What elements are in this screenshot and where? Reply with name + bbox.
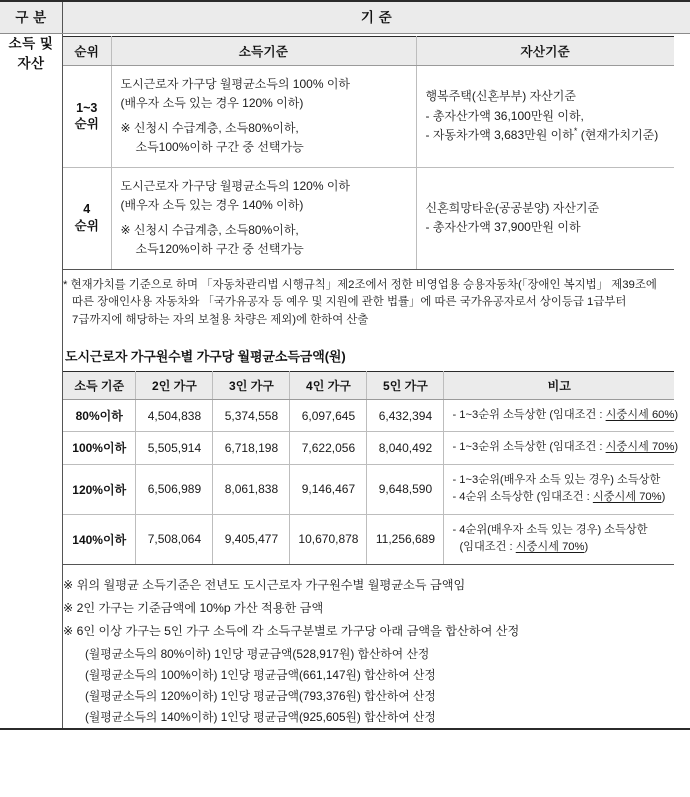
content-row — [0, 34, 690, 729]
rank-label-1-3 — [63, 66, 111, 168]
remarks-line-2 — [452, 489, 669, 506]
remarks-post: ) — [674, 408, 679, 421]
sidebar-label-line-2: 및 — [39, 36, 54, 51]
income-criteria-1-3 — [111, 66, 416, 168]
income-remarks — [444, 432, 679, 464]
criteria-col-income: 소득기준 — [111, 37, 416, 66]
footnote-line-2: 따른 장애인사용 자동차와 「국가유공자 등 예우 및 지원에 관한 법률」에 따른 국가유공자로서 상이등급 1급부터 — [72, 296, 627, 309]
sidebar-label-line-1: 소득 — [8, 36, 36, 51]
income-standard: 100%이하 — [63, 432, 136, 464]
income-col-remarks: 비고 — [444, 371, 674, 399]
remarks-post: ) — [584, 541, 589, 554]
income-hh4: 10,670,878 — [290, 514, 367, 564]
asset-line-3-main: - 자동차가액 3,683만원 이하 — [425, 128, 574, 143]
remarks-pre: - 4순위(배우자 소득 있는 경우) 소득상한 — [452, 523, 648, 536]
criteria-header-row — [63, 37, 674, 66]
income-hh5: 6,432,394 — [367, 399, 444, 431]
income-line-4: 소득120%이하 구간 중 선택가능 — [135, 242, 304, 257]
remarks-underlined: 시중시세 60% — [605, 408, 675, 421]
income-hh3: 6,718,198 — [213, 432, 290, 464]
rank-line-2: 순위 — [74, 117, 99, 132]
note-sub-140: (월평균소득의 140%이하) 1인당 평균금액(925,605원) 합산하여 산정 — [85, 709, 436, 724]
remarks-pre: - 1~3순위 소득상한 (임대조건 : — [452, 408, 606, 421]
income-hh5: 9,648,590 — [367, 464, 444, 514]
remarks-underlined: 시중시세 70% — [515, 541, 585, 554]
asset-line-2: - 총자산가액 36,100만원 이하, — [425, 108, 584, 123]
income-line-3: ※ 신청시 수급계층, 소득80%이하, — [120, 222, 299, 237]
table-row — [63, 399, 674, 431]
remarks-underlined: 시중시세 70% — [605, 441, 675, 454]
bottom-notes — [63, 574, 674, 728]
criteria-col-asset: 자산기준 — [416, 37, 674, 66]
income-line-3: ※ 신청시 수급계층, 소득80%이하, — [120, 120, 299, 135]
footnote-marker-icon: * — [573, 126, 578, 137]
income-line-1: 도시근로자 가구당 월평균소득의 120% 이하 — [120, 178, 351, 193]
table-row — [63, 432, 674, 464]
sidebar-label-income-assets — [0, 34, 63, 729]
remarks-pre: - 1~3순위(배우자 소득 있는 경우) 소득상한 — [452, 473, 661, 486]
income-hh3: 8,061,838 — [213, 464, 290, 514]
note-1: ※ 위의 월평균 소득기준은 전년도 도시근로자 가구원수별 월평균소득 금액임 — [63, 577, 466, 592]
income-col-hh5: 5인 가구 — [367, 371, 444, 399]
table-row — [63, 514, 674, 564]
remarks-post: ) — [661, 491, 666, 504]
criteria-table — [63, 36, 674, 270]
asset-criteria-4 — [416, 167, 674, 269]
income-amounts-table — [63, 371, 679, 565]
criteria-content-cell — [63, 34, 690, 729]
criteria-col-rank: 순위 — [63, 37, 111, 66]
rank-line-2: 순위 — [74, 219, 99, 234]
note-3: ※ 6인 이상 가구는 5인 가구 소득에 각 소득구분별로 가구당 아래 금액을 합산하여 산정 — [63, 624, 520, 639]
remarks-line-1 — [452, 472, 669, 489]
rank-line-1: 1~3 — [76, 100, 98, 115]
income-criteria-4 — [111, 167, 416, 269]
header-gubun: 구 분 — [0, 1, 63, 34]
income-hh2: 6,506,989 — [136, 464, 213, 514]
income-hh3: 5,374,558 — [213, 399, 290, 431]
income-hh4: 6,097,645 — [290, 399, 367, 431]
income-col-hh3: 3인 가구 — [213, 371, 290, 399]
header-row — [0, 1, 690, 34]
income-line-1: 도시근로자 가구당 월평균소득의 100% 이하 — [120, 77, 351, 91]
remarks-line-2 — [452, 539, 669, 556]
remarks-line-1 — [452, 439, 679, 456]
income-line-2: (배우자 소득 있는 경우 140% 이하) — [120, 198, 304, 213]
income-remarks — [444, 399, 679, 431]
income-remarks — [444, 514, 674, 564]
income-col-hh4: 4인 가구 — [290, 371, 367, 399]
income-hh2: 5,505,914 — [136, 432, 213, 464]
note-sub-80: (월평균소득의 80%이하) 1인당 평균금액(528,917원) 합산하여 산정 — [85, 646, 430, 661]
income-hh5: 11,256,689 — [367, 514, 444, 564]
table-row — [63, 464, 674, 514]
income-hh3: 9,405,477 — [213, 514, 290, 564]
header-gijun: 기 준 — [63, 1, 690, 34]
income-remarks — [444, 464, 674, 514]
income-standard: 120%이하 — [63, 464, 136, 514]
income-section-title: 도시근로자 가구원수별 가구당 월평균소득금액(원) — [65, 348, 346, 364]
income-standard: 80%이하 — [63, 399, 136, 431]
remarks-underlined: 시중시세 70% — [592, 491, 662, 504]
note-sub-100: (월평균소득의 100%이하) 1인당 평균금액(661,147원) 합산하여 산정 — [85, 667, 436, 682]
note-sub-120: (월평균소득의 120%이하) 1인당 평균금액(793,376원) 합산하여 산정 — [85, 688, 436, 703]
asterisk-footnote — [63, 277, 674, 330]
asset-line-2: - 총자산가액 37,900만원 이하 — [425, 220, 581, 235]
asset-line-3 — [426, 126, 668, 145]
income-hh2: 4,504,838 — [136, 399, 213, 431]
asset-line-3-suffix: (현재가치기준) — [577, 128, 659, 143]
remarks-post: ) — [674, 441, 679, 454]
income-header-row — [63, 371, 674, 399]
asset-line-1: 신혼희망타운(공공분양) 자산기준 — [425, 200, 600, 215]
income-line-4: 소득100%이하 구간 중 선택가능 — [135, 140, 304, 155]
income-line-2: (배우자 소득 있는 경우 120% 이하) — [120, 96, 304, 111]
rank-line-1: 4 — [83, 202, 91, 217]
remarks-line-1 — [452, 407, 679, 424]
note-2: ※ 2인 가구는 기준금액에 10%p 가산 적용한 금액 — [63, 600, 324, 615]
income-hh2: 7,508,064 — [136, 514, 213, 564]
asset-criteria-1-3 — [416, 66, 674, 168]
income-hh5: 8,040,492 — [367, 432, 444, 464]
remarks-pre: (임대조건 : — [459, 541, 516, 554]
income-hh4: 7,622,056 — [290, 432, 367, 464]
income-standard: 140%이하 — [63, 514, 136, 564]
income-col-hh2: 2인 가구 — [136, 371, 213, 399]
remarks-line-1 — [452, 522, 669, 539]
footnote-line-1: * 현재가치를 기준으로 하며 「자동차관리법 시행규칙」제2조에서 정한 비영업용 승용자동차(「장애인 복지법」 제39조에 — [63, 278, 657, 291]
income-col-standard: 소득 기준 — [63, 371, 136, 399]
remarks-pre: - 4순위 소득상한 (임대조건 : — [452, 491, 593, 504]
sidebar-label-line-3: 자산 — [17, 55, 45, 71]
income-hh4: 9,146,467 — [290, 464, 367, 514]
criteria-row-rank-4 — [63, 167, 674, 269]
remarks-pre: - 1~3순위 소득상한 (임대조건 : — [452, 441, 606, 454]
asset-line-1: 행복주택(신혼부부) 자산기준 — [425, 89, 576, 104]
footnote-line-3: 7급까지에 해당하는 자의 보철용 차량은 제외)에 한하여 산출 — [72, 314, 369, 327]
rank-label-4 — [63, 167, 111, 269]
criteria-row-rank-1-3 — [63, 66, 674, 168]
